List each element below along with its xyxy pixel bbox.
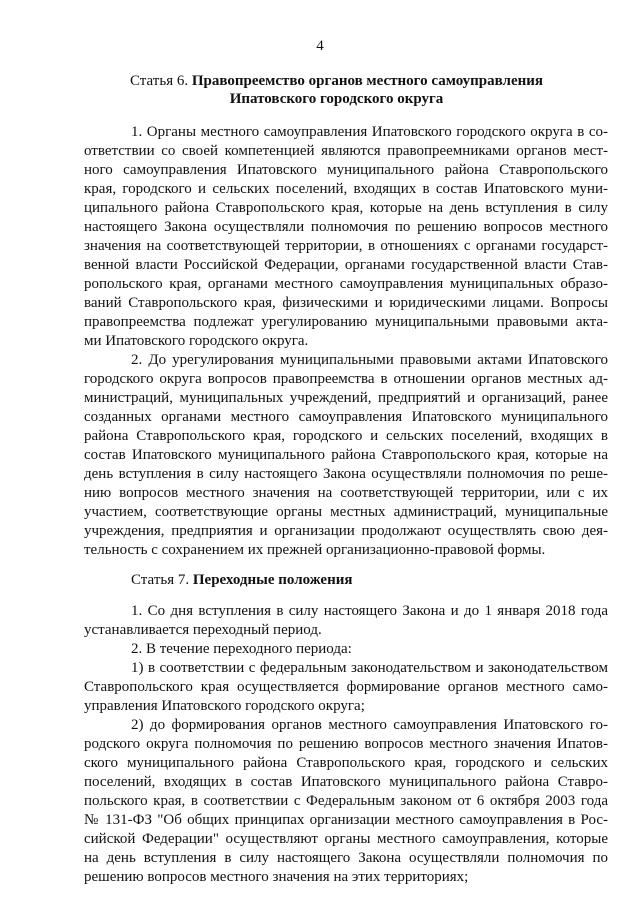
text-line: значения на соответствующей территории, в отношениях с органами государст- bbox=[84, 238, 608, 254]
text-line: польского края, в соответствии с Федеральным законом от 6 октября 2003 года bbox=[84, 793, 608, 809]
text-line: учреждения, предприятия и организации продолжают осуществлять свою дея- bbox=[84, 523, 608, 539]
text-line: ответствии со своей компетенцией являются правопреемниками органов мест- bbox=[84, 143, 608, 159]
text-line: ного самоуправления Ипатовского муниципального района Ставропольского bbox=[84, 162, 608, 178]
text-line: венной власти Российской Федерации, органами государственной власти Став- bbox=[84, 257, 608, 273]
text-line: сийской Федерации" осуществляют органы местного самоуправления, которые bbox=[84, 831, 608, 847]
text-line: настоящего Закона осуществляли полномочия по решению вопросов местного bbox=[84, 219, 608, 235]
text-line: участием, соответствующие органы местных администраций, муниципальные bbox=[84, 504, 608, 520]
text-line: № 131-ФЗ "Об общих принципах организации местного самоуправления в Рос- bbox=[84, 812, 608, 828]
text-line: 2. В течение переходного периода: bbox=[131, 641, 352, 657]
text-line: решению вопросов местного значения на этих территориях; bbox=[84, 869, 469, 885]
article-7-title: Переходные положения bbox=[192, 572, 353, 588]
text-line: ропольского края, органами местного самоуправления муниципальных образо- bbox=[84, 276, 608, 292]
text-line: нию вопросов местного значения на соответствующей территории, или с их bbox=[84, 485, 608, 501]
text-line: ского муниципального района Ставропольского края, городского и сельских bbox=[84, 755, 608, 771]
text-line: поселений, входящих в состав Ипатовского муниципального района Ставро- bbox=[84, 774, 608, 790]
text-line: 1. Со дня вступления в силу настоящего Закона и до 1 января 2018 года bbox=[131, 603, 608, 619]
text-line: Ставропольского края осуществляется формирование органов местного само- bbox=[84, 679, 608, 695]
text-line: ваний Ставропольского края, физическими и юридическими лицами. Вопросы bbox=[84, 295, 608, 311]
text-line: состав Ипатовского муниципального района Ставропольского края, которые на bbox=[84, 447, 608, 463]
text-line: на день вступления в силу настоящего Закона осуществляли полномочия по bbox=[84, 850, 608, 866]
text-line: управления Ипатовского городского округа; bbox=[84, 698, 365, 714]
text-line: 1. Органы местного самоуправления Ипатовского городского округа в со- bbox=[131, 124, 608, 140]
text-line: городского округа вопросов правопреемства в отношении органов местных ад- bbox=[84, 371, 608, 387]
article-6-title-line2: Ипатовского городского округа bbox=[229, 91, 444, 107]
text-line: родского округа полномочия по решению вопросов местного значения Ипатов- bbox=[84, 736, 608, 752]
article-6-heading-cont bbox=[64, 90, 609, 108]
article-7-prefix: Статья 7. bbox=[131, 572, 190, 588]
text-line: 1) в соответствии с федеральным законодательством и законодательством bbox=[131, 660, 608, 676]
text-line: созданных органами местного самоуправления Ипатовского муниципального bbox=[84, 409, 608, 425]
text-line: 2) до формирования органов местного самоуправления Ипатовского го- bbox=[131, 717, 608, 733]
text-line: 2. До урегулирования муниципальными правовыми актами Ипатовского bbox=[131, 352, 608, 368]
text-line: ципального района Ставропольского края, которые на день вступления в силу bbox=[84, 200, 608, 216]
page-number: 4 bbox=[316, 38, 324, 54]
text-line: ми Ипатовского городского округа. bbox=[84, 333, 309, 349]
text-line: министраций, муниципальных учреждений, предприятий и организаций, ранее bbox=[84, 390, 608, 406]
text-line: устанавливается переходный период. bbox=[84, 622, 322, 638]
article-6-heading bbox=[64, 72, 609, 90]
article-6-title-line1: Правопреемство органов местного самоуправления bbox=[191, 73, 543, 89]
text-line: края, городского и сельских поселений, входящих в состав Ипатовского муни- bbox=[84, 181, 608, 197]
text-line: день вступления в силу настоящего Закона осуществляли полномочия по реше- bbox=[84, 466, 608, 482]
text-line: района Ставропольского края, городского и сельских поселений, входящих в bbox=[84, 428, 608, 444]
text-line: тельность с сохранением их прежней организационно-правовой формы. bbox=[84, 542, 546, 558]
article-7-heading bbox=[131, 571, 609, 589]
article-6-prefix: Статья 6. bbox=[129, 73, 189, 89]
text-line: правопреемства подлежат урегулированию муниципальными правовыми акта- bbox=[84, 314, 608, 330]
